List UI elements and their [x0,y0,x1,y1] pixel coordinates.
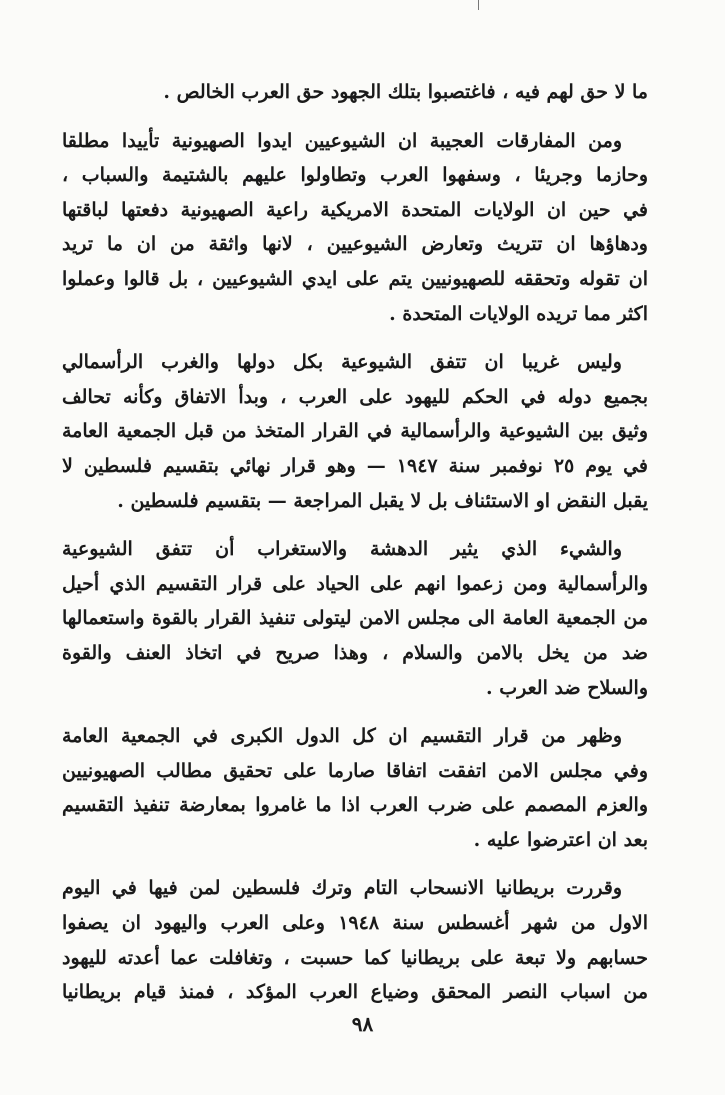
text-line: والسلاح ضد العرب . [486,676,648,699]
paragraph-6 [62,871,648,1009]
page-top-mark [478,0,479,10]
text-line: من اسباب النصر المحقق وضياع العرب المؤكد ، فمنذ قيام بريطانيا [62,981,648,1004]
text-line: في يوم ٢٥ نوفمبر سنة ١٩٤٧ — وهو قرار نهائي بتقسيم فلسطين لا [62,454,648,477]
paragraph-5 [62,719,648,857]
text-line: يقبل النقض او الاستئناف بل لا يقبل المراجعة — بتقسيم فلسطين . [117,489,648,512]
text-line: ما لا حق لهم فيه ، فاغتصبوا بتلك الجهود حق العرب الخالص . [163,81,648,103]
text-line: حسابهم ولا تبعة على بريطانيا كما حسبت ، وتغافلت عما أعدته لليهود [62,946,648,969]
text-line: بعد ان اعترضوا عليه . [473,828,648,851]
text-line: ان تقوله وتحققه للصهيونيين يتم على ايدي الشيوعيين ، بل قالوا وعملوا [62,267,648,290]
text-line: وليس غريبا ان تتفق الشيوعية بكل دولها والغرب الرأسمالي [62,351,622,374]
text-line: ضد من يخل بالامن والسلام ، وهذا صريح في اتخاذ العنف والقوة [62,641,648,664]
text-line: وفي مجلس الامن اتفقت اتفاقا صارما على تحقيق مطالب الصهيونيين [62,759,648,782]
text-line: في حين ان الولايات المتحدة الامريكية راعية الصهيونية دفعتها لباقتها [62,198,648,221]
text-line: ومن المفارقات العجيبة ان الشيوعيين ايدوا الصهيونية تأييدا مطلقا [62,129,622,152]
body-text [62,75,648,1010]
text-line: ودهاؤها ان تتريث وتعارض الشيوعيين ، لانها واثقة من ان ما تريد [62,233,648,256]
text-line: اكثر مما تريده الولايات المتحدة . [389,302,648,325]
text-line: وحازما وجريئا ، وسفهوا العرب وتطاولوا عليهم بالشتيمة والسباب ، [62,164,648,187]
text-line: الاول من شهر أغسطس سنة ١٩٤٨ وعلى العرب واليهود ان يصفوا [62,912,648,935]
text-line: والشيء الذي يثير الدهشة والاستغراب أن تتفق الشيوعية [62,538,622,561]
text-line: بجميع دوله في الحكم لليهود على العرب ، وبدأ الاتفاق وكأنه تحالف [62,385,648,408]
text-line: من الجمعية العامة الى مجلس الامن ليتولى تنفيذ القرار بالقوة واستعمالها [62,607,648,630]
paragraph-2 [62,124,648,332]
text-line: وثيق بين الشيوعية والرأسمالية في القرار المتخذ من قبل الجمعية العامة [62,420,648,443]
paragraph-4 [62,532,648,705]
text-line: وقررت بريطانيا الانسحاب التام وترك فلسطين لمن فيها في اليوم [62,877,622,900]
paragraph-3 [62,345,648,518]
paragraph-1 [62,75,648,110]
text-line: وظهر من قرار التقسيم ان كل الدول الكبرى في الجمعية العامة [62,725,622,748]
text-line: والرأسمالية ومن زعموا انهم على الحياد على قرار التقسيم الذي أحيل [62,572,648,595]
page-number: ٩٨ [351,1012,374,1036]
text-line: والعزم المصمم على ضرب العرب اذا ما غامروا بمعارضة تنفيذ التقسيم [62,794,648,817]
